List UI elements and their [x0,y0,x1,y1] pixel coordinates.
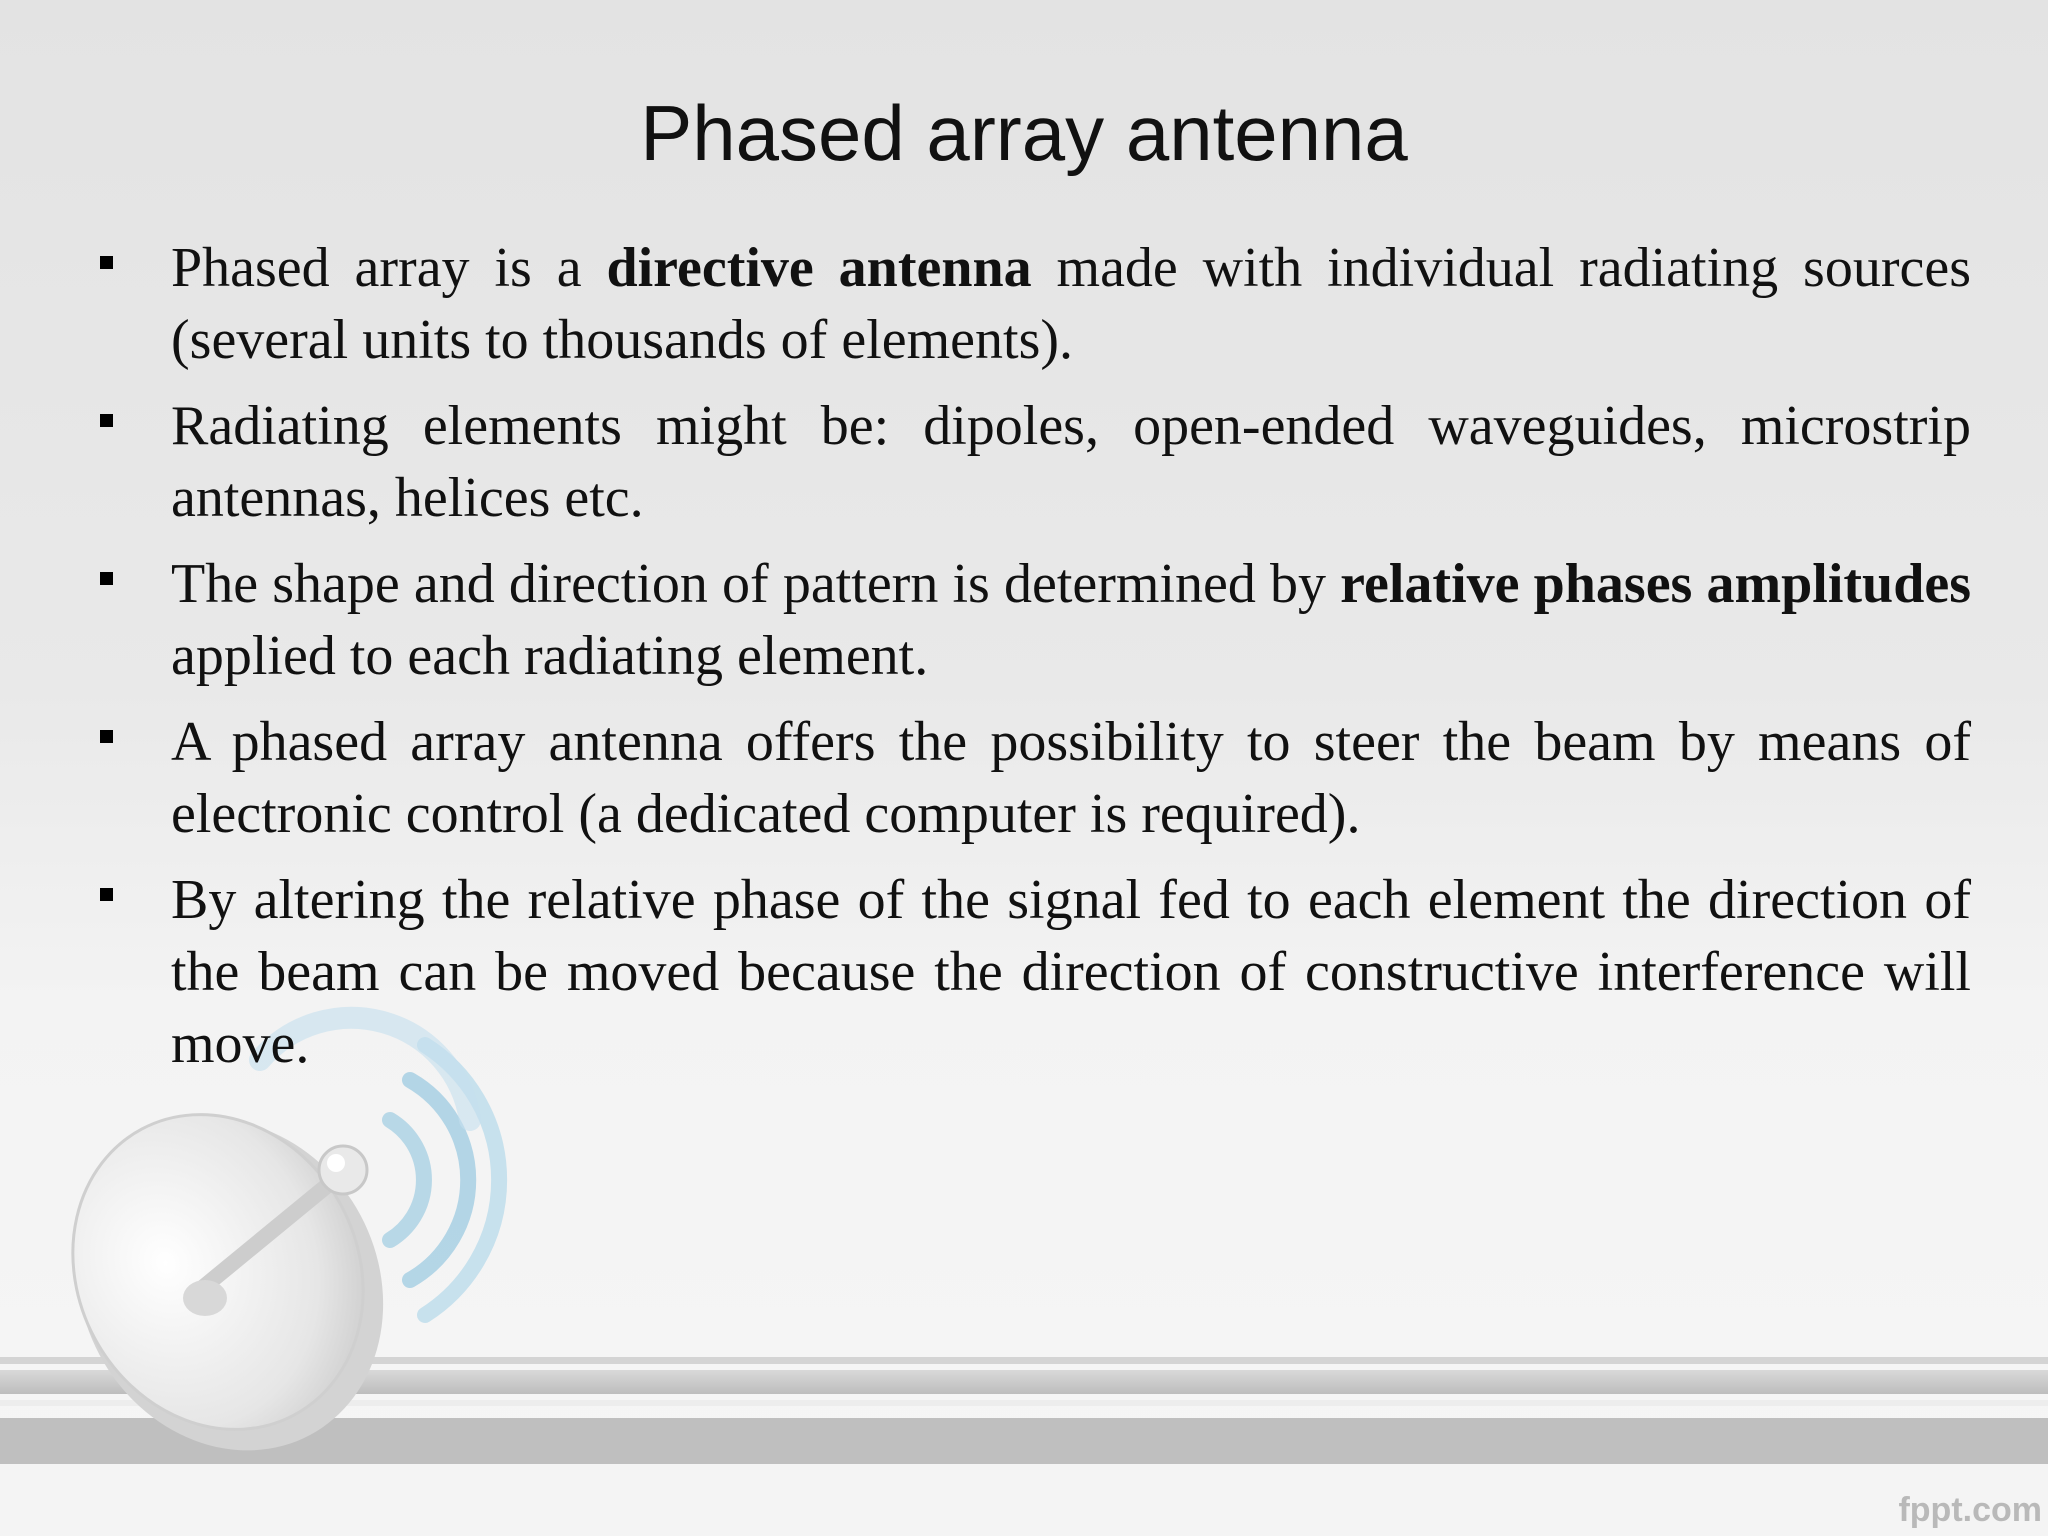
square-bullet-icon [100,414,113,427]
slide-title: Phased array antenna [640,89,1408,177]
bullet-text [171,390,1971,534]
text-segment: The shape and direction of pattern is determined by [171,553,1341,615]
bullet-item [95,390,1971,534]
square-bullet-icon [100,572,113,585]
bullet-text [171,864,1971,1080]
text-segment: Phased array is a [171,237,607,299]
bold-phrase: directive antenna [606,237,1032,299]
bullet-text [171,548,1971,692]
bold-phrase: relative phases amplitudes [1340,553,1971,615]
bullet-item [95,706,1971,850]
watermark-logo: fppt.com [1898,1491,2042,1529]
bullet-item [95,548,1971,692]
text-segment: Radiating elements might be: dipoles, open-ended waveguides, microstrip antennas, helices etc. [171,395,1971,529]
bullet-item [95,232,1971,376]
bullet-text [171,232,1971,376]
bullet-list [95,232,1971,1094]
text-segment: made with individual radiating sources (several units to thousands of elements). [171,237,1971,371]
bullet-item [95,864,1971,1080]
bullet-text [171,706,1971,850]
square-bullet-icon [100,256,113,269]
text-segment: applied to each radiating element. [171,625,929,687]
text-segment: A phased array antenna offers the possibility to steer the beam by means of electronic control (a dedicated computer is required). [171,711,1971,845]
square-bullet-icon [100,888,113,901]
square-bullet-icon [100,730,113,743]
text-segment: By altering the relative phase of the signal fed to each element the direction of the beam can be moved because the direction of constructive interference will move. [171,869,1971,1075]
